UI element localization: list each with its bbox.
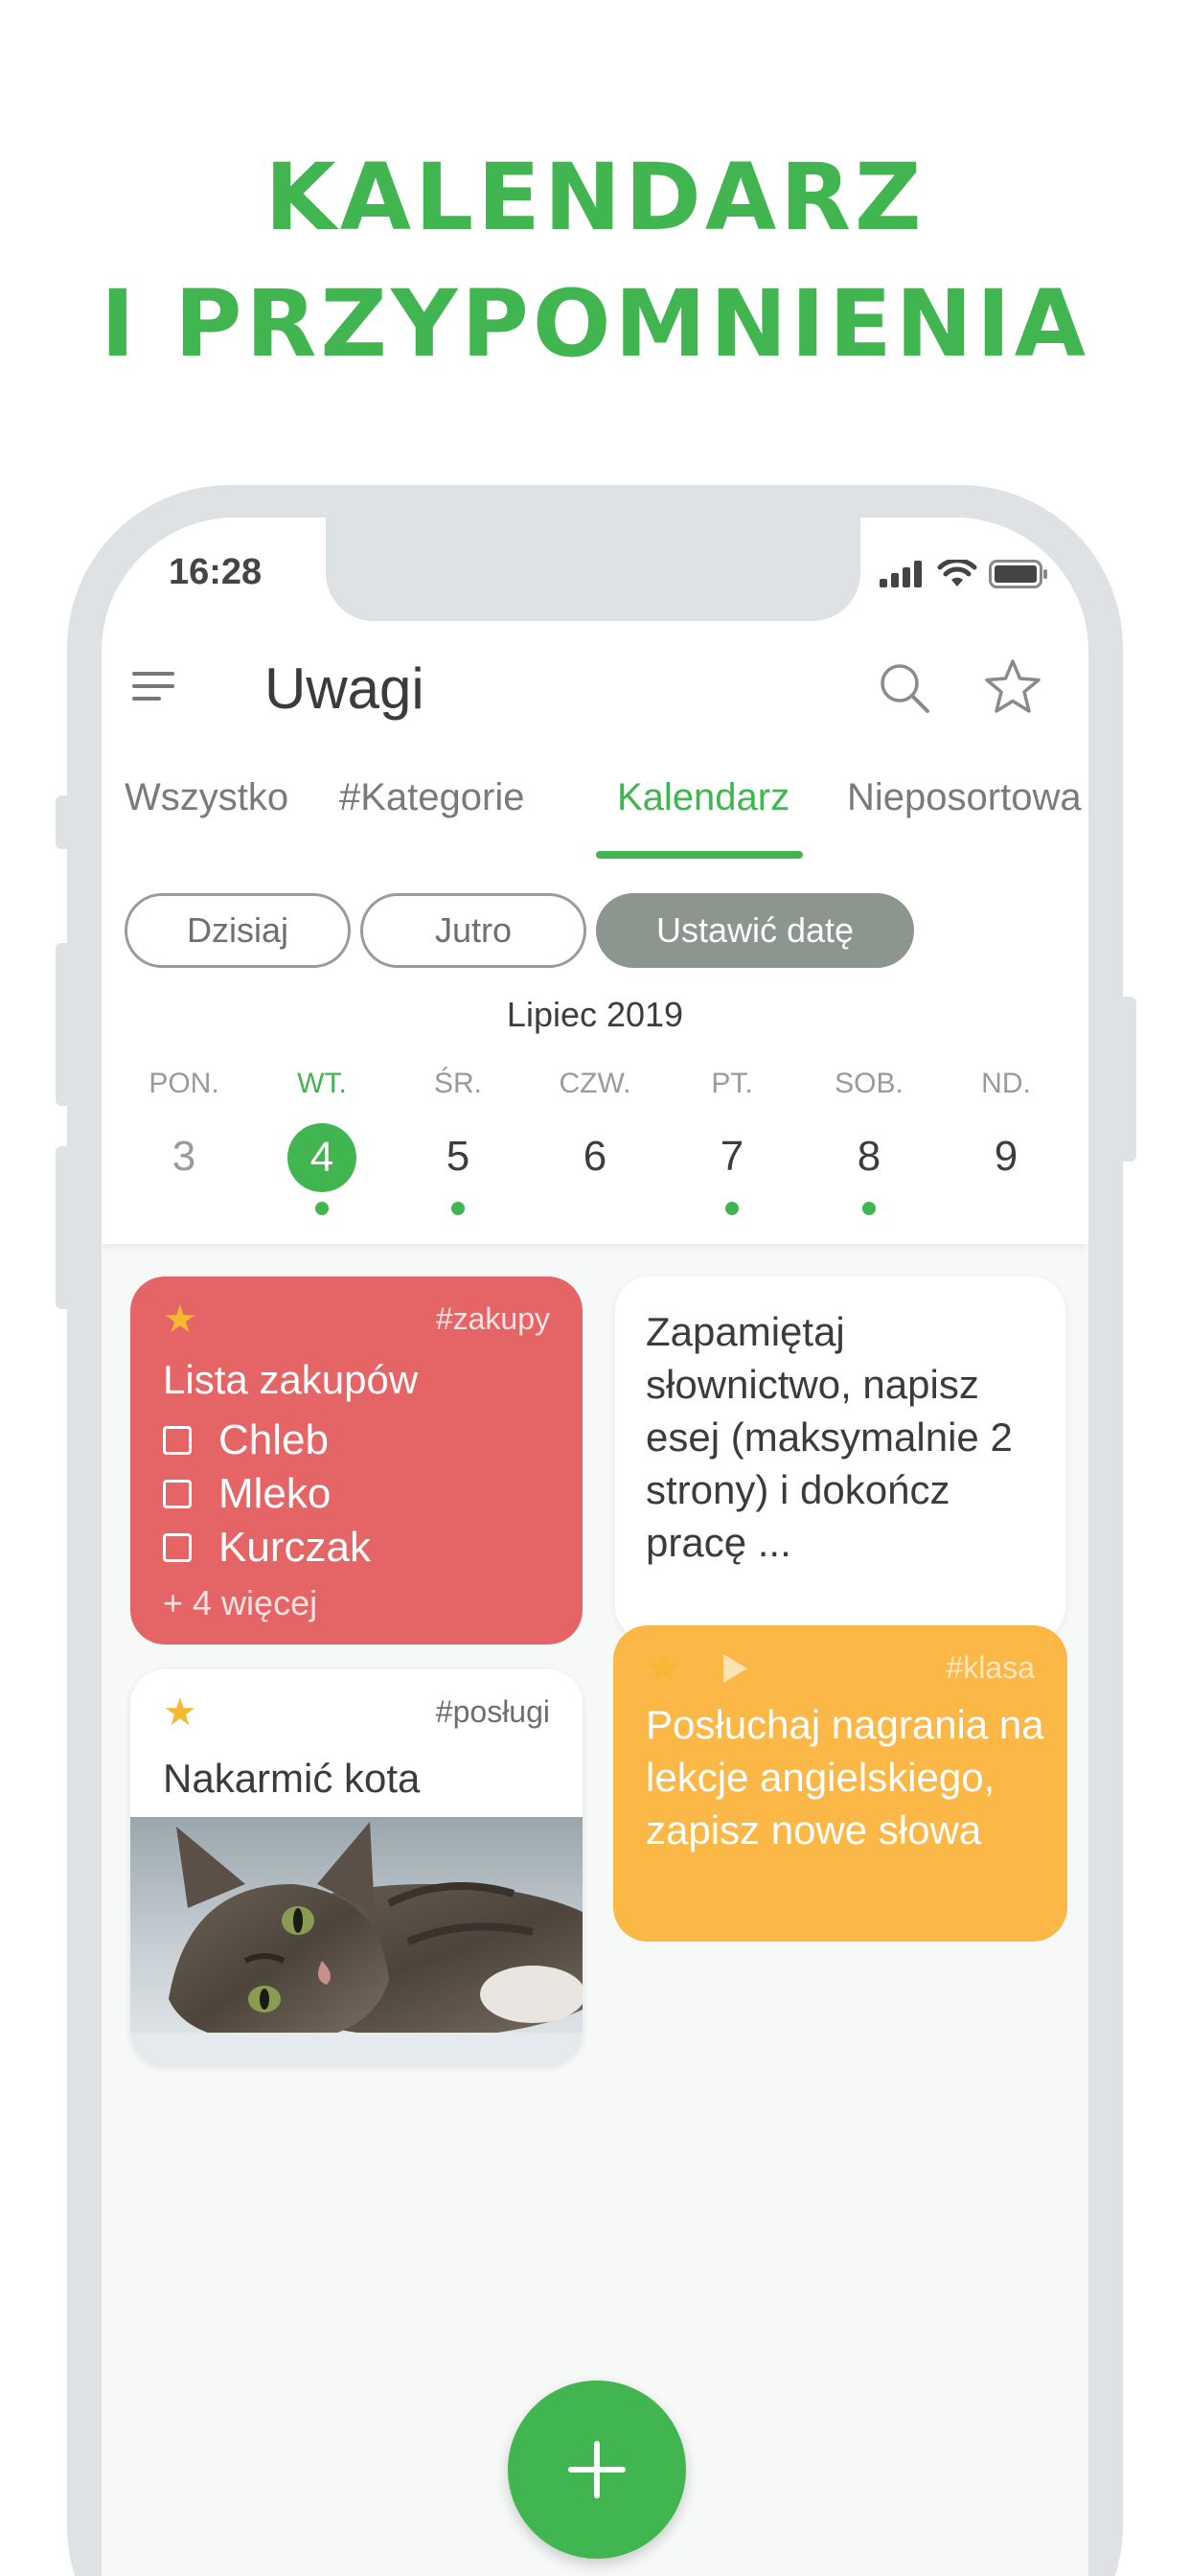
note-card-essay[interactable]	[615, 1276, 1065, 1641]
weekday-label: PT.	[711, 1068, 753, 1099]
phone-screen	[102, 518, 1088, 2576]
note-card-shopping[interactable]	[130, 1276, 583, 1644]
event-dot	[451, 1202, 465, 1215]
star-icon: ★	[163, 1299, 197, 1341]
phone-power-button	[1119, 997, 1136, 1162]
star-icon: ★	[646, 1647, 680, 1690]
checklist-item[interactable]	[163, 1416, 329, 1464]
phone-volume-down-button	[56, 1146, 71, 1309]
calendar-month-label: Lipiec 2019	[506, 995, 684, 1034]
calendar-day-number: 3	[172, 1133, 196, 1180]
calendar-day-number: 4	[287, 1123, 356, 1192]
event-dot	[862, 1202, 876, 1215]
tab-nieposortowane[interactable]: Nieposortowa	[847, 776, 1082, 818]
calendar-day-number: 6	[583, 1133, 607, 1180]
add-note-button[interactable]	[508, 2380, 686, 2559]
calendar-day-selected[interactable]	[264, 1123, 379, 1190]
calendar-day-number: 5	[446, 1133, 470, 1180]
headline-line-1: KALENDARZ	[264, 144, 926, 251]
checkbox-icon[interactable]	[163, 1533, 192, 1562]
cat-photo	[130, 1817, 583, 2066]
promo-headline	[0, 134, 1190, 387]
calendar-day[interactable]	[126, 1123, 241, 1190]
calendar-day[interactable]	[675, 1123, 790, 1190]
event-dot	[725, 1202, 739, 1215]
checklist-item[interactable]	[163, 1470, 331, 1518]
weekday-label: WT.	[297, 1068, 347, 1099]
tab-kategorie[interactable]: #Kategorie	[339, 776, 525, 818]
note-title: Nakarmić kota	[163, 1756, 421, 1801]
phone-volume-up-button	[56, 943, 71, 1106]
event-dot	[315, 1202, 329, 1215]
search-icon[interactable]	[874, 657, 935, 719]
checklist-item-label: Mleko	[218, 1470, 332, 1517]
weekday-label: ND.	[981, 1068, 1031, 1099]
status-time: 16:28	[169, 552, 263, 592]
filter-tomorrow-button[interactable]: Jutro	[360, 893, 586, 968]
tab-active-indicator	[596, 851, 803, 859]
checkbox-icon[interactable]	[163, 1480, 192, 1508]
weekday-label: CZW.	[559, 1068, 631, 1099]
battery-icon	[989, 560, 1048, 588]
star-outline-icon[interactable]	[981, 656, 1044, 719]
note-tag: #posługi	[435, 1694, 550, 1729]
checklist-item-label: Kurczak	[218, 1524, 371, 1571]
note-text: Zapamiętaj słownictwo, napisz esej (maksymalnie 2 strony) i dokończ pracę ...	[646, 1309, 1013, 1565]
calendar-day-number: 9	[994, 1133, 1018, 1180]
calendar-day[interactable]	[949, 1123, 1064, 1190]
tab-wszystko[interactable]: Wszystko	[125, 776, 289, 818]
note-title: Lista zakupów	[163, 1357, 419, 1402]
calendar-day[interactable]	[400, 1123, 515, 1190]
calendar-day-number: 8	[857, 1133, 881, 1180]
hamburger-menu-icon[interactable]	[126, 659, 180, 713]
status-icons	[880, 560, 1048, 588]
weekday-label: PON.	[149, 1068, 219, 1099]
wifi-icon	[937, 560, 977, 588]
more-items-label: + 4 więcej	[163, 1583, 318, 1622]
calendar-day[interactable]	[538, 1123, 652, 1190]
checklist-item[interactable]	[163, 1524, 371, 1572]
calendar-day[interactable]	[812, 1123, 927, 1190]
signal-icon	[880, 561, 926, 587]
page-title: Uwagi	[264, 656, 424, 721]
weekday-label: ŚR.	[433, 1068, 482, 1099]
phone-notch	[326, 518, 860, 621]
filter-today-button[interactable]: Dzisiaj	[125, 893, 351, 968]
note-tag: #zakupy	[435, 1301, 550, 1336]
checklist-item-label: Chleb	[218, 1416, 329, 1463]
play-icon	[721, 1652, 749, 1685]
note-card-lesson[interactable]	[613, 1625, 1067, 1942]
weekday-label: SOB.	[835, 1068, 904, 1099]
note-text: Posłuchaj nagrania na lekcje angielskiego, zapisz nowe słowa	[646, 1702, 1044, 1852]
phone-side-button	[56, 795, 71, 849]
note-tag: #klasa	[946, 1650, 1035, 1685]
star-icon: ★	[163, 1691, 197, 1734]
tab-kalendarz[interactable]: Kalendarz	[617, 776, 790, 818]
note-card-cat[interactable]	[130, 1669, 583, 2066]
checkbox-icon[interactable]	[163, 1426, 192, 1455]
calendar-day-number: 7	[720, 1133, 744, 1180]
headline-line-2: I PRZYPOMNIENIA	[100, 270, 1090, 378]
filter-set-date-button[interactable]: Ustawić datę	[596, 893, 914, 968]
plus-icon	[566, 2439, 628, 2500]
